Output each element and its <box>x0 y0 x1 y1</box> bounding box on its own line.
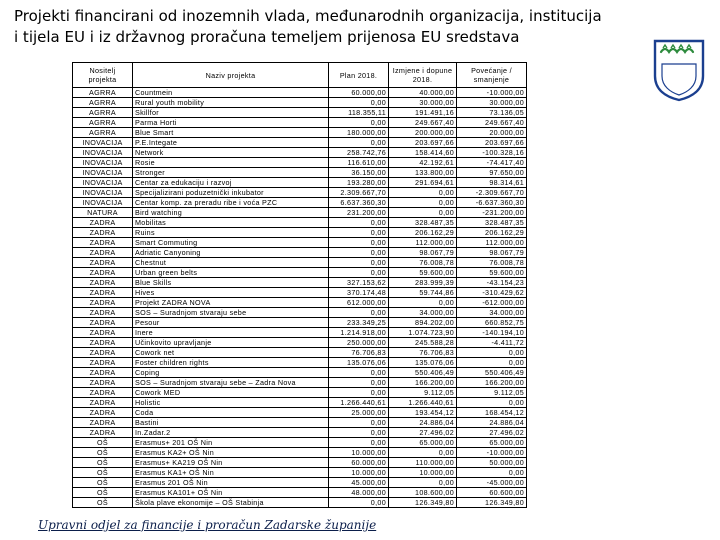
table-row <box>73 98 527 108</box>
cell-povecanje: -140.194,10 <box>457 328 527 338</box>
cell-naziv: Specijalizirani poduzetnički inkubator <box>133 188 329 198</box>
coat-of-arms-icon <box>652 38 706 102</box>
cell-plan: 0,00 <box>329 498 389 508</box>
cell-povecanje: 60.600,00 <box>457 488 527 498</box>
table-row <box>73 288 527 298</box>
table-row <box>73 428 527 438</box>
cell-naziv: Erasmus 201 OŠ Nin <box>133 478 329 488</box>
cell-izmjene: 249.667,40 <box>389 118 457 128</box>
cell-izmjene: 0,00 <box>389 188 457 198</box>
cell-povecanje: -45.000,00 <box>457 478 527 488</box>
cell-plan: 0,00 <box>329 438 389 448</box>
cell-naziv: Adriatic Canyoning <box>133 248 329 258</box>
table-row <box>73 238 527 248</box>
table-row <box>73 438 527 448</box>
cell-plan: 370.174,48 <box>329 288 389 298</box>
title-line-2: i tijela EU i iz državnog proračuna temeljem prijenosa EU sredstava <box>14 28 520 46</box>
cell-izmjene: 98.067,79 <box>389 248 457 258</box>
cell-plan: 0,00 <box>329 98 389 108</box>
cell-plan: 0,00 <box>329 258 389 268</box>
cell-povecanje: 0,00 <box>457 358 527 368</box>
cell-izmjene: 59.600,00 <box>389 268 457 278</box>
cell-naziv: Parma Horti <box>133 118 329 128</box>
cell-nositelj: ZADRA <box>73 218 133 228</box>
cell-izmjene: 158.414,60 <box>389 148 457 158</box>
cell-naziv: SOS – Suradnjom stvaraju sebe <box>133 308 329 318</box>
cell-povecanje: 550.406,49 <box>457 368 527 378</box>
cell-povecanje: -74.417,40 <box>457 158 527 168</box>
cell-nositelj: ZADRA <box>73 258 133 268</box>
cell-povecanje: -310.429,62 <box>457 288 527 298</box>
cell-izmjene: 328.487,35 <box>389 218 457 228</box>
cell-plan: 0,00 <box>329 248 389 258</box>
cell-naziv: SOS – Suradnjom stvaraju sebe – Zadra Nova <box>133 378 329 388</box>
table-row <box>73 228 527 238</box>
cell-nositelj: ZADRA <box>73 368 133 378</box>
cell-povecanje: -43.154,23 <box>457 278 527 288</box>
cell-plan: 25.000,00 <box>329 408 389 418</box>
cell-plan: 0,00 <box>329 138 389 148</box>
table-row <box>73 198 527 208</box>
cell-plan: 258.742,76 <box>329 148 389 158</box>
cell-plan: 116.610,00 <box>329 158 389 168</box>
cell-nositelj: OŠ <box>73 438 133 448</box>
cell-naziv: Erasmus KA1+ OŠ Nin <box>133 468 329 478</box>
cell-plan: 0,00 <box>329 368 389 378</box>
cell-plan: 250.000,00 <box>329 338 389 348</box>
cell-povecanje: 98.314,61 <box>457 178 527 188</box>
cell-naziv: Projekt ZADRA NOVA <box>133 298 329 308</box>
cell-plan: 10.000,00 <box>329 448 389 458</box>
cell-naziv: P.E.Integate <box>133 138 329 148</box>
cell-povecanje: 24.886,04 <box>457 418 527 428</box>
cell-plan: 193.280,00 <box>329 178 389 188</box>
cell-nositelj: ZADRA <box>73 248 133 258</box>
cell-naziv: Erasmus KA2+ OŠ Nin <box>133 448 329 458</box>
cell-naziv: Mobilitas <box>133 218 329 228</box>
cell-naziv: Bastini <box>133 418 329 428</box>
cell-naziv: Hives <box>133 288 329 298</box>
table-row <box>73 388 527 398</box>
cell-povecanje: 206.162,29 <box>457 228 527 238</box>
cell-naziv: Pesour <box>133 318 329 328</box>
cell-izmjene: 27.496,02 <box>389 428 457 438</box>
cell-nositelj: INOVACIJA <box>73 188 133 198</box>
cell-izmjene: 1.266.440,61 <box>389 398 457 408</box>
table-row <box>73 108 527 118</box>
cell-izmjene: 112.000,00 <box>389 238 457 248</box>
cell-povecanje: 59.600,00 <box>457 268 527 278</box>
table-row <box>73 458 527 468</box>
table-row <box>73 338 527 348</box>
header-nositelj: Nositelj projekta <box>73 63 133 88</box>
table-row <box>73 398 527 408</box>
cell-plan: 118.355,11 <box>329 108 389 118</box>
cell-plan: 0,00 <box>329 428 389 438</box>
cell-izmjene: 1.074.723,90 <box>389 328 457 338</box>
table-row <box>73 88 527 98</box>
table-row <box>73 318 527 328</box>
cell-izmjene: 245.588,28 <box>389 338 457 348</box>
cell-povecanje: 34.000,00 <box>457 308 527 318</box>
cell-izmjene: 30.000,00 <box>389 98 457 108</box>
cell-naziv: In.Zadar.2 <box>133 428 329 438</box>
cell-naziv: Učinkovito upravljanje <box>133 338 329 348</box>
cell-plan: 0,00 <box>329 378 389 388</box>
page-title <box>14 6 654 48</box>
cell-izmjene: 894.202,00 <box>389 318 457 328</box>
cell-povecanje: -10.000,00 <box>457 448 527 458</box>
cell-plan: 45.000,00 <box>329 478 389 488</box>
projects-table <box>72 62 527 508</box>
table-row <box>73 298 527 308</box>
cell-naziv: Chestnut <box>133 258 329 268</box>
table-row <box>73 178 527 188</box>
cell-nositelj: AGRRA <box>73 98 133 108</box>
cell-nositelj: ZADRA <box>73 308 133 318</box>
cell-izmjene: 0,00 <box>389 478 457 488</box>
cell-naziv: Coping <box>133 368 329 378</box>
table-row <box>73 188 527 198</box>
cell-povecanje: 660.852,75 <box>457 318 527 328</box>
cell-povecanje: 27.496,02 <box>457 428 527 438</box>
cell-povecanje: -612.000,00 <box>457 298 527 308</box>
cell-plan: 0,00 <box>329 268 389 278</box>
title-line-1: Projekti financirani od inozemnih vlada, međunarodnih organizacija, institucija <box>14 7 602 25</box>
cell-plan: 10.000,00 <box>329 468 389 478</box>
table-row <box>73 368 527 378</box>
cell-nositelj: AGRRA <box>73 108 133 118</box>
cell-nositelj: OŠ <box>73 478 133 488</box>
cell-izmjene: 9.112,05 <box>389 388 457 398</box>
cell-nositelj: ZADRA <box>73 238 133 248</box>
cell-naziv: Ruins <box>133 228 329 238</box>
cell-izmjene: 0,00 <box>389 208 457 218</box>
cell-izmjene: 191.491,16 <box>389 108 457 118</box>
cell-nositelj: OŠ <box>73 498 133 508</box>
table-row <box>73 408 527 418</box>
cell-naziv: Cowork MED <box>133 388 329 398</box>
cell-plan: 6.637.360,30 <box>329 198 389 208</box>
cell-naziv: Blue Smart <box>133 128 329 138</box>
cell-izmjene: 203.697,66 <box>389 138 457 148</box>
cell-izmjene: 110.000,00 <box>389 458 457 468</box>
cell-nositelj: OŠ <box>73 458 133 468</box>
cell-plan: 76.706,83 <box>329 348 389 358</box>
table-row <box>73 418 527 428</box>
cell-naziv: Rosie <box>133 158 329 168</box>
cell-plan: 0,00 <box>329 118 389 128</box>
header-plan: Plan 2018. <box>329 63 389 88</box>
cell-povecanje: 65.000,00 <box>457 438 527 448</box>
cell-povecanje: -2.309.667,70 <box>457 188 527 198</box>
cell-plan: 180.000,00 <box>329 128 389 138</box>
cell-nositelj: AGRRA <box>73 128 133 138</box>
cell-nositelj: OŠ <box>73 468 133 478</box>
cell-izmjene: 133.800,00 <box>389 168 457 178</box>
cell-naziv: Urban green belts <box>133 268 329 278</box>
cell-nositelj: ZADRA <box>73 338 133 348</box>
cell-izmjene: 76.008,78 <box>389 258 457 268</box>
cell-povecanje: 50.000,00 <box>457 458 527 468</box>
cell-naziv: Blue Skills <box>133 278 329 288</box>
cell-povecanje: 0,00 <box>457 398 527 408</box>
cell-povecanje: 30.000,00 <box>457 98 527 108</box>
cell-izmjene: 76.706,83 <box>389 348 457 358</box>
cell-izmjene: 135.076,06 <box>389 358 457 368</box>
cell-povecanje: 168.454,12 <box>457 408 527 418</box>
cell-plan: 0,00 <box>329 418 389 428</box>
cell-izmjene: 0,00 <box>389 448 457 458</box>
cell-nositelj: ZADRA <box>73 398 133 408</box>
cell-povecanje: -6.637.360,30 <box>457 198 527 208</box>
cell-nositelj: INOVACIJA <box>73 178 133 188</box>
cell-nositelj: ZADRA <box>73 278 133 288</box>
cell-izmjene: 108.600,00 <box>389 488 457 498</box>
cell-naziv: Inere <box>133 328 329 338</box>
cell-naziv: Network <box>133 148 329 158</box>
cell-plan: 233.349,25 <box>329 318 389 328</box>
cell-plan: 327.153,62 <box>329 278 389 288</box>
table-row <box>73 378 527 388</box>
cell-nositelj: ZADRA <box>73 418 133 428</box>
cell-povecanje: 166.200,00 <box>457 378 527 388</box>
cell-plan: 0,00 <box>329 238 389 248</box>
cell-naziv: Rural youth mobility <box>133 98 329 108</box>
cell-nositelj: ZADRA <box>73 288 133 298</box>
table-row <box>73 448 527 458</box>
table-row <box>73 128 527 138</box>
table-row <box>73 488 527 498</box>
cell-nositelj: OŠ <box>73 488 133 498</box>
footer-department: Upravni odjel za financije i proračun Zadarske županije <box>38 518 377 532</box>
cell-izmjene: 0,00 <box>389 298 457 308</box>
cell-nositelj: INOVACIJA <box>73 138 133 148</box>
cell-naziv: Cowork net <box>133 348 329 358</box>
cell-plan: 60.000,00 <box>329 88 389 98</box>
table-row <box>73 498 527 508</box>
table-row <box>73 158 527 168</box>
cell-naziv: Škola plave ekonomije – OŠ Stabinja <box>133 498 329 508</box>
cell-naziv: Skillfor <box>133 108 329 118</box>
cell-izmjene: 10.000,00 <box>389 468 457 478</box>
cell-izmjene: 283.999,39 <box>389 278 457 288</box>
cell-plan: 0,00 <box>329 218 389 228</box>
cell-nositelj: ZADRA <box>73 378 133 388</box>
cell-povecanje: -4.411,72 <box>457 338 527 348</box>
cell-naziv: Smart Commuting <box>133 238 329 248</box>
cell-izmjene: 200.000,00 <box>389 128 457 138</box>
cell-povecanje: 203.697,66 <box>457 138 527 148</box>
cell-plan: 0,00 <box>329 228 389 238</box>
cell-izmjene: 193.454,12 <box>389 408 457 418</box>
cell-izmjene: 126.349,80 <box>389 498 457 508</box>
cell-nositelj: AGRRA <box>73 118 133 128</box>
table-row <box>73 348 527 358</box>
table-body <box>73 88 527 508</box>
cell-povecanje: 0,00 <box>457 468 527 478</box>
cell-naziv: Centar za edukaciju i razvoj <box>133 178 329 188</box>
table-row <box>73 278 527 288</box>
cell-povecanje: 20.000,00 <box>457 128 527 138</box>
cell-nositelj: INOVACIJA <box>73 198 133 208</box>
cell-povecanje: 328.487,35 <box>457 218 527 228</box>
table-row <box>73 468 527 478</box>
cell-nositelj: INOVACIJA <box>73 148 133 158</box>
cell-nositelj: INOVACIJA <box>73 168 133 178</box>
cell-povecanje: 126.349,80 <box>457 498 527 508</box>
cell-naziv: Holistic <box>133 398 329 408</box>
cell-nositelj: ZADRA <box>73 318 133 328</box>
table-row <box>73 328 527 338</box>
cell-plan: 36.150,00 <box>329 168 389 178</box>
cell-plan: 612.000,00 <box>329 298 389 308</box>
cell-plan: 2.309.667,70 <box>329 188 389 198</box>
cell-nositelj: NATURA <box>73 208 133 218</box>
cell-naziv: Foster children rights <box>133 358 329 368</box>
header-naziv: Naziv projekta <box>133 63 329 88</box>
cell-naziv: Stronger <box>133 168 329 178</box>
cell-nositelj: ZADRA <box>73 228 133 238</box>
cell-plan: 1.266.440,61 <box>329 398 389 408</box>
cell-povecanje: 98.067,79 <box>457 248 527 258</box>
cell-plan: 60.000,00 <box>329 458 389 468</box>
cell-nositelj: AGRRA <box>73 88 133 98</box>
cell-izmjene: 42.192,61 <box>389 158 457 168</box>
table-header-row <box>73 63 527 88</box>
header-izmjene: Izmjene i dopune 2018. <box>389 63 457 88</box>
cell-nositelj: ZADRA <box>73 298 133 308</box>
table-row <box>73 148 527 158</box>
cell-izmjene: 34.000,00 <box>389 308 457 318</box>
cell-naziv: Centar komp. za preradu ribe i voća PZC <box>133 198 329 208</box>
cell-izmjene: 40.000,00 <box>389 88 457 98</box>
cell-nositelj: ZADRA <box>73 268 133 278</box>
cell-plan: 231.200,00 <box>329 208 389 218</box>
cell-plan: 135.076,06 <box>329 358 389 368</box>
cell-naziv: Erasmus+ 201 OŠ Nin <box>133 438 329 448</box>
cell-povecanje: 112.000,00 <box>457 238 527 248</box>
header-povecanje: Povećanje / smanjenje <box>457 63 527 88</box>
cell-plan: 0,00 <box>329 308 389 318</box>
cell-plan: 0,00 <box>329 388 389 398</box>
cell-plan: 1.214.918,00 <box>329 328 389 338</box>
cell-povecanje: 0,00 <box>457 348 527 358</box>
cell-izmjene: 206.162,29 <box>389 228 457 238</box>
table-row <box>73 248 527 258</box>
table-row <box>73 268 527 278</box>
table-row <box>73 258 527 268</box>
table-row <box>73 138 527 148</box>
cell-plan: 48.000,00 <box>329 488 389 498</box>
cell-povecanje: -100.328,16 <box>457 148 527 158</box>
cell-povecanje: 9.112,05 <box>457 388 527 398</box>
table-row <box>73 208 527 218</box>
cell-izmjene: 59.744,86 <box>389 288 457 298</box>
cell-nositelj: OŠ <box>73 448 133 458</box>
cell-izmjene: 166.200,00 <box>389 378 457 388</box>
cell-povecanje: 76.008,78 <box>457 258 527 268</box>
cell-povecanje: -231.200,00 <box>457 208 527 218</box>
cell-nositelj: ZADRA <box>73 428 133 438</box>
cell-nositelj: ZADRA <box>73 358 133 368</box>
cell-izmjene: 0,00 <box>389 198 457 208</box>
table-row <box>73 308 527 318</box>
table-row <box>73 478 527 488</box>
cell-naziv: Erasmus KA101+ OŠ Nin <box>133 488 329 498</box>
cell-naziv: Erasmus+ KA219 OŠ Nin <box>133 458 329 468</box>
table-row <box>73 358 527 368</box>
cell-nositelj: INOVACIJA <box>73 158 133 168</box>
cell-povecanje: 73.136,05 <box>457 108 527 118</box>
cell-povecanje: 249.667,40 <box>457 118 527 128</box>
cell-naziv: Countmein <box>133 88 329 98</box>
cell-nositelj: ZADRA <box>73 388 133 398</box>
cell-izmjene: 24.886,04 <box>389 418 457 428</box>
cell-izmjene: 65.000,00 <box>389 438 457 448</box>
cell-nositelj: ZADRA <box>73 408 133 418</box>
table-row <box>73 168 527 178</box>
cell-naziv: Bird watching <box>133 208 329 218</box>
cell-izmjene: 550.406,49 <box>389 368 457 378</box>
cell-naziv: Coda <box>133 408 329 418</box>
cell-nositelj: ZADRA <box>73 328 133 338</box>
cell-nositelj: ZADRA <box>73 348 133 358</box>
cell-povecanje: 97.650,00 <box>457 168 527 178</box>
cell-izmjene: 291.694,61 <box>389 178 457 188</box>
table-row <box>73 118 527 128</box>
table-row <box>73 218 527 228</box>
cell-povecanje: -10.000,00 <box>457 88 527 98</box>
